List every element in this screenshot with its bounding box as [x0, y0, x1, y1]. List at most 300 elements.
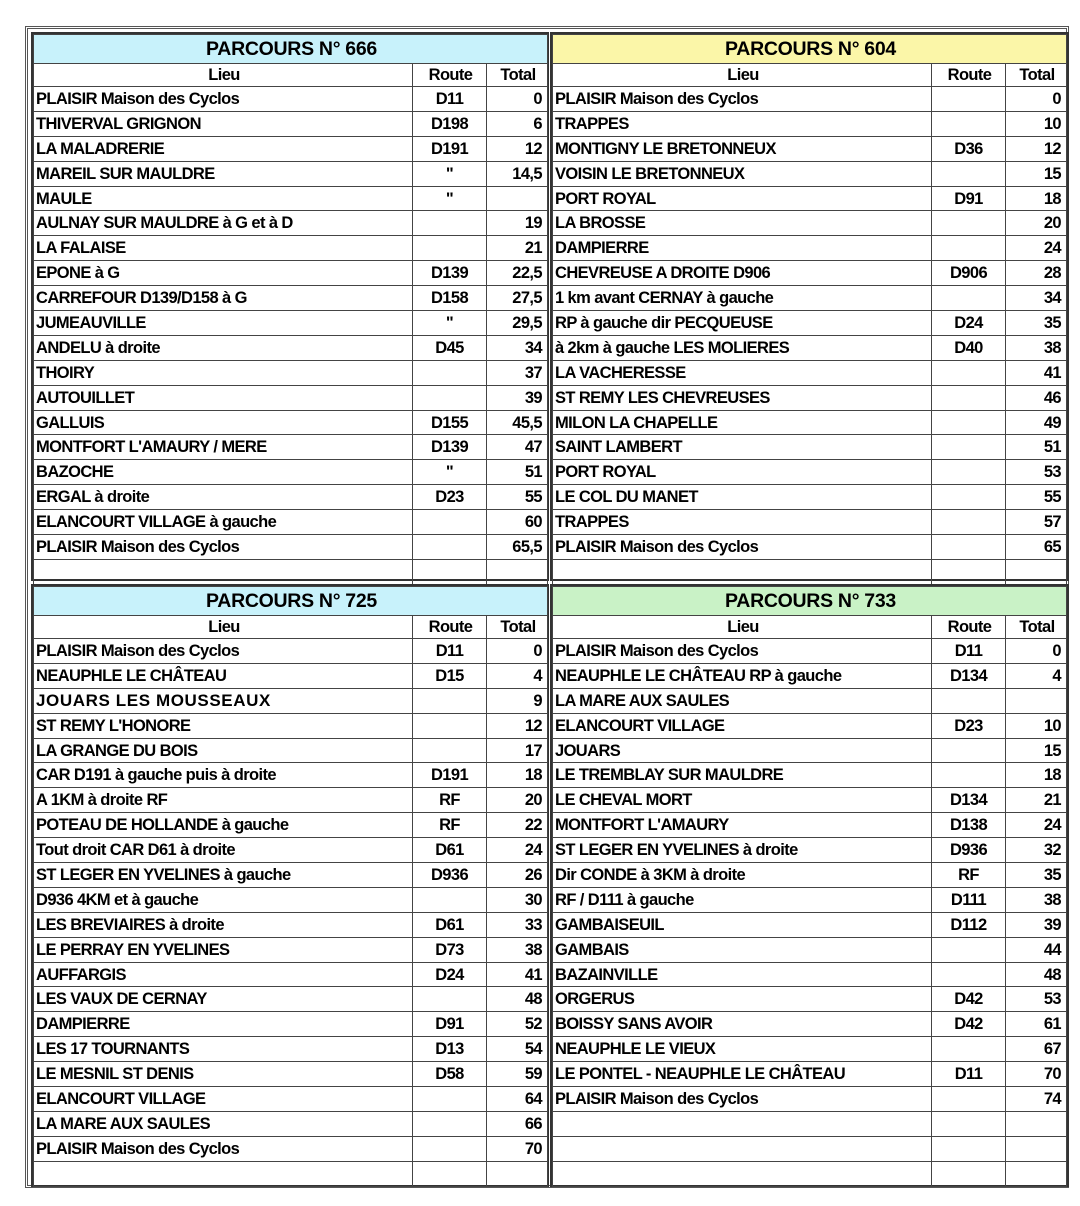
table-row	[553, 435, 1067, 460]
parcours-604-panel	[550, 32, 1069, 581]
total-cell: 22,5	[487, 261, 548, 286]
route-cell: D155	[413, 410, 487, 435]
route-cell: D191	[413, 136, 487, 161]
table-row	[34, 286, 548, 311]
lieu-cell: GALLUIS	[34, 410, 413, 435]
table-row	[553, 813, 1067, 838]
table-row	[553, 161, 1067, 186]
route-cell: D139	[413, 435, 487, 460]
parcours-604-table	[552, 34, 1067, 585]
total-cell: 6	[487, 111, 548, 136]
table-row	[553, 1161, 1067, 1186]
lieu-cell: MAULE	[34, 186, 413, 211]
route-cell	[932, 535, 1006, 560]
route-cell: D15	[413, 663, 487, 688]
lieu-cell: ELANCOURT VILLAGE	[34, 1087, 413, 1112]
table-row	[34, 838, 548, 863]
route-cell: D36	[932, 136, 1006, 161]
table-row	[34, 912, 548, 937]
table-row	[34, 335, 548, 360]
total-cell: 32	[1006, 838, 1067, 863]
route-cell	[932, 87, 1006, 112]
table-row	[553, 236, 1067, 261]
total-cell	[487, 186, 548, 211]
lieu-cell: PLAISIR Maison des Cyclos	[553, 639, 932, 664]
table-row	[34, 186, 548, 211]
route-cell: D24	[413, 962, 487, 987]
total-cell	[1006, 688, 1067, 713]
lieu-cell: MONTFORT L'AMAURY / MERE	[34, 435, 413, 460]
total-header: Total	[1006, 616, 1067, 639]
lieu-cell: LE COL DU MANET	[553, 485, 932, 510]
lieu-cell: AUFFARGIS	[34, 962, 413, 987]
table-row	[553, 987, 1067, 1012]
table-row	[34, 713, 548, 738]
lieu-cell: TRAPPES	[553, 111, 932, 136]
total-cell: 20	[1006, 211, 1067, 236]
lieu-cell: LA VACHERESSE	[553, 360, 932, 385]
route-cell: D23	[932, 713, 1006, 738]
route-header: Route	[932, 64, 1006, 87]
total-cell: 4	[1006, 663, 1067, 688]
total-cell: 10	[1006, 713, 1067, 738]
lieu-cell: CAR D191 à gauche puis à droite	[34, 763, 413, 788]
total-cell: 66	[487, 1111, 548, 1136]
lieu-cell: ST LEGER EN YVELINES à droite	[553, 838, 932, 863]
lieu-cell: ST REMY LES CHEVREUSES	[553, 385, 932, 410]
lieu-cell: RF / D111 à gauche	[553, 887, 932, 912]
route-cell	[932, 410, 1006, 435]
table-row	[34, 1111, 548, 1136]
table-row	[553, 937, 1067, 962]
lieu-cell: LE CHEVAL MORT	[553, 788, 932, 813]
total-cell: 34	[487, 335, 548, 360]
route-cell	[932, 385, 1006, 410]
table-row	[553, 863, 1067, 888]
route-cell	[413, 1136, 487, 1161]
lieu-cell: à 2km à gauche LES MOLIERES	[553, 335, 932, 360]
route-cell: D936	[413, 863, 487, 888]
route-cell: D91	[413, 1012, 487, 1037]
table-row	[34, 460, 548, 485]
route-cell	[932, 1037, 1006, 1062]
lieu-cell	[34, 1161, 413, 1186]
route-cell	[932, 1111, 1006, 1136]
route-cell: "	[413, 311, 487, 336]
table-row	[34, 1161, 548, 1186]
lieu-cell: PORT ROYAL	[553, 186, 932, 211]
route-cell: D906	[932, 261, 1006, 286]
lieu-cell: LE PONTEL - NEAUPHLE LE CHÂTEAU	[553, 1062, 932, 1087]
total-cell: 41	[1006, 360, 1067, 385]
parcours-733-rows	[553, 639, 1067, 1187]
total-cell: 33	[487, 912, 548, 937]
route-cell: D11	[932, 639, 1006, 664]
lieu-cell: Tout droit CAR D61 à droite	[34, 838, 413, 863]
lieu-cell: PLAISIR Maison des Cyclos	[553, 535, 932, 560]
total-cell: 54	[487, 1037, 548, 1062]
lieu-cell	[553, 1161, 932, 1186]
total-cell: 21	[1006, 788, 1067, 813]
total-cell: 67	[1006, 1037, 1067, 1062]
route-cell: D73	[413, 937, 487, 962]
lieu-cell: JUMEAUVILLE	[34, 311, 413, 336]
parcours-666-panel	[31, 32, 549, 581]
parcours-733-title: PARCOURS N° 733	[553, 587, 1067, 616]
total-cell: 39	[487, 385, 548, 410]
lieu-cell: ORGERUS	[553, 987, 932, 1012]
table-row	[553, 460, 1067, 485]
table-row	[34, 136, 548, 161]
lieu-cell: LA MARE AUX SAULES	[34, 1111, 413, 1136]
route-cell: D139	[413, 261, 487, 286]
lieu-cell: D936 4KM et à gauche	[34, 887, 413, 912]
total-cell: 38	[1006, 335, 1067, 360]
parcours-733-panel	[550, 584, 1069, 1187]
route-cell: "	[413, 186, 487, 211]
table-row	[553, 261, 1067, 286]
route-cell: D111	[932, 887, 1006, 912]
table-row	[34, 763, 548, 788]
lieu-cell: LE TREMBLAY SUR MAULDRE	[553, 763, 932, 788]
route-cell	[413, 738, 487, 763]
total-cell: 29,5	[487, 311, 548, 336]
lieu-cell: NEAUPHLE LE VIEUX	[553, 1037, 932, 1062]
table-row	[34, 887, 548, 912]
lieu-cell: MILON LA CHAPELLE	[553, 410, 932, 435]
route-cell	[413, 559, 487, 584]
lieu-cell: GAMBAIS	[553, 937, 932, 962]
route-cell	[932, 962, 1006, 987]
parcours-725-title: PARCOURS N° 725	[34, 587, 548, 616]
route-cell: D11	[413, 87, 487, 112]
table-row	[34, 937, 548, 962]
table-row	[34, 385, 548, 410]
table-row	[553, 1062, 1067, 1087]
lieu-cell: ERGAL à droite	[34, 485, 413, 510]
table-row	[553, 136, 1067, 161]
total-header: Total	[487, 616, 548, 639]
route-cell: D40	[932, 335, 1006, 360]
table-row	[553, 1111, 1067, 1136]
lieu-cell: LES BREVIAIRES à droite	[34, 912, 413, 937]
total-cell: 28	[1006, 261, 1067, 286]
table-row	[553, 559, 1067, 584]
route-cell	[932, 937, 1006, 962]
total-cell: 64	[487, 1087, 548, 1112]
total-cell: 18	[1006, 186, 1067, 211]
route-cell	[413, 385, 487, 410]
lieu-cell: ELANCOURT VILLAGE	[553, 713, 932, 738]
parcours-733-table	[552, 586, 1067, 1187]
table-row	[34, 111, 548, 136]
total-cell: 52	[487, 1012, 548, 1037]
lieu-cell: PLAISIR Maison des Cyclos	[553, 87, 932, 112]
lieu-cell: PLAISIR Maison des Cyclos	[34, 535, 413, 560]
route-cell: D936	[932, 838, 1006, 863]
route-header: Route	[413, 616, 487, 639]
table-row	[553, 912, 1067, 937]
total-cell: 38	[1006, 887, 1067, 912]
parcours-604-title: PARCOURS N° 604	[553, 35, 1067, 64]
lieu-cell: THIVERVAL GRIGNON	[34, 111, 413, 136]
route-cell	[932, 360, 1006, 385]
table-row	[553, 485, 1067, 510]
parcours-725-panel	[31, 584, 549, 1187]
table-row	[34, 236, 548, 261]
total-cell: 17	[487, 738, 548, 763]
table-row	[553, 1087, 1067, 1112]
table-row	[553, 286, 1067, 311]
total-cell: 41	[487, 962, 548, 987]
lieu-cell: PLAISIR Maison des Cyclos	[34, 639, 413, 664]
table-row	[553, 335, 1067, 360]
total-cell: 55	[1006, 485, 1067, 510]
total-cell: 57	[1006, 510, 1067, 535]
total-cell: 45,5	[487, 410, 548, 435]
parcours-666-title: PARCOURS N° 666	[34, 35, 548, 64]
lieu-cell: AUTOUILLET	[34, 385, 413, 410]
table-row	[553, 1012, 1067, 1037]
table-row	[34, 211, 548, 236]
lieu-cell: MONTFORT L'AMAURY	[553, 813, 932, 838]
total-cell: 0	[487, 87, 548, 112]
table-row	[553, 211, 1067, 236]
lieu-cell: BAZOCHE	[34, 460, 413, 485]
total-cell: 24	[1006, 813, 1067, 838]
total-cell	[487, 559, 548, 584]
route-cell: D91	[932, 186, 1006, 211]
route-cell: D13	[413, 1037, 487, 1062]
total-cell: 35	[1006, 311, 1067, 336]
route-cell: RF	[932, 863, 1006, 888]
route-cell	[932, 559, 1006, 584]
total-cell: 18	[487, 763, 548, 788]
lieu-cell: TRAPPES	[553, 510, 932, 535]
lieu-cell: SAINT LAMBERT	[553, 435, 932, 460]
route-cell	[413, 535, 487, 560]
table-row	[34, 510, 548, 535]
route-header: Route	[932, 616, 1006, 639]
route-cell	[932, 460, 1006, 485]
lieu-cell: JOUARS LES MOUSSEAUX	[34, 688, 413, 713]
table-row	[553, 111, 1067, 136]
route-cell: D58	[413, 1062, 487, 1087]
route-cell: D45	[413, 335, 487, 360]
route-cell	[932, 236, 1006, 261]
route-cell	[413, 987, 487, 1012]
table-row	[34, 738, 548, 763]
table-row	[553, 535, 1067, 560]
table-row	[34, 1037, 548, 1062]
route-cell: D191	[413, 763, 487, 788]
route-cell	[413, 1161, 487, 1186]
route-cell	[932, 435, 1006, 460]
total-cell: 53	[1006, 460, 1067, 485]
table-row	[34, 87, 548, 112]
lieu-cell: PLAISIR Maison des Cyclos	[553, 1087, 932, 1112]
total-cell: 38	[487, 937, 548, 962]
total-cell: 12	[487, 136, 548, 161]
total-cell: 18	[1006, 763, 1067, 788]
lieu-header: Lieu	[34, 64, 413, 87]
lieu-cell: LA BROSSE	[553, 211, 932, 236]
route-cell	[932, 1087, 1006, 1112]
route-cell: D11	[932, 1062, 1006, 1087]
table-row	[553, 962, 1067, 987]
total-cell: 22	[487, 813, 548, 838]
lieu-cell: CHEVREUSE A DROITE D906	[553, 261, 932, 286]
parcours-725-rows	[34, 639, 548, 1187]
route-cell	[413, 360, 487, 385]
route-cell	[413, 211, 487, 236]
table-row	[553, 887, 1067, 912]
table-row	[34, 987, 548, 1012]
total-cell: 48	[1006, 962, 1067, 987]
table-row	[553, 763, 1067, 788]
route-cell: D61	[413, 912, 487, 937]
route-cell: D138	[932, 813, 1006, 838]
route-cell	[413, 887, 487, 912]
lieu-cell: LE MESNIL ST DENIS	[34, 1062, 413, 1087]
parcours-666-rows	[34, 87, 548, 585]
total-cell: 26	[487, 863, 548, 888]
table-row	[34, 559, 548, 584]
total-cell: 0	[487, 639, 548, 664]
route-cell	[932, 161, 1006, 186]
table-row	[553, 688, 1067, 713]
table-row	[34, 485, 548, 510]
route-cell	[932, 1161, 1006, 1186]
table-row	[34, 788, 548, 813]
table-row	[34, 1062, 548, 1087]
lieu-cell: PLAISIR Maison des Cyclos	[34, 1136, 413, 1161]
total-cell	[1006, 1136, 1067, 1161]
table-row	[553, 186, 1067, 211]
total-cell: 74	[1006, 1087, 1067, 1112]
total-cell: 61	[1006, 1012, 1067, 1037]
total-cell: 35	[1006, 863, 1067, 888]
route-cell	[932, 111, 1006, 136]
total-cell: 10	[1006, 111, 1067, 136]
lieu-cell: JOUARS	[553, 738, 932, 763]
total-cell: 15	[1006, 161, 1067, 186]
total-cell: 65,5	[487, 535, 548, 560]
lieu-cell: ANDELU à droite	[34, 335, 413, 360]
parcours-725-table	[33, 586, 548, 1187]
lieu-cell	[553, 1136, 932, 1161]
table-row	[34, 161, 548, 186]
total-cell: 55	[487, 485, 548, 510]
total-cell: 24	[487, 838, 548, 863]
route-cell	[413, 1111, 487, 1136]
route-header: Route	[413, 64, 487, 87]
route-cell	[932, 485, 1006, 510]
lieu-cell: CARREFOUR D139/D158 à G	[34, 286, 413, 311]
total-cell: 14,5	[487, 161, 548, 186]
table-row	[553, 713, 1067, 738]
table-row	[553, 410, 1067, 435]
route-cell: D134	[932, 663, 1006, 688]
lieu-cell: LES VAUX DE CERNAY	[34, 987, 413, 1012]
route-cell	[413, 236, 487, 261]
route-cell: RF	[413, 788, 487, 813]
lieu-cell: LE PERRAY EN YVELINES	[34, 937, 413, 962]
table-row	[553, 510, 1067, 535]
route-cell: RF	[413, 813, 487, 838]
table-row	[553, 87, 1067, 112]
table-row	[34, 863, 548, 888]
lieu-header: Lieu	[34, 616, 413, 639]
total-cell: 0	[1006, 87, 1067, 112]
lieu-cell: BAZAINVILLE	[553, 962, 932, 987]
lieu-cell: GAMBAISEUIL	[553, 912, 932, 937]
table-row	[553, 1037, 1067, 1062]
route-cell: D158	[413, 286, 487, 311]
total-cell	[1006, 559, 1067, 584]
lieu-cell: PORT ROYAL	[553, 460, 932, 485]
route-cell	[932, 738, 1006, 763]
route-cell: "	[413, 460, 487, 485]
table-row	[34, 639, 548, 664]
total-cell: 20	[487, 788, 548, 813]
lieu-cell: RP à gauche dir PECQUEUSE	[553, 311, 932, 336]
lieu-cell	[553, 1111, 932, 1136]
route-cell	[932, 1136, 1006, 1161]
total-cell: 30	[487, 887, 548, 912]
total-cell: 53	[1006, 987, 1067, 1012]
route-cell: "	[413, 161, 487, 186]
total-cell: 46	[1006, 385, 1067, 410]
total-cell: 70	[487, 1136, 548, 1161]
total-cell: 47	[487, 435, 548, 460]
parcours-604-rows	[553, 87, 1067, 585]
table-row	[34, 962, 548, 987]
lieu-cell: ST REMY L'HONORE	[34, 713, 413, 738]
lieu-cell	[34, 559, 413, 584]
lieu-cell: LES 17 TOURNANTS	[34, 1037, 413, 1062]
lieu-cell: BOISSY SANS AVOIR	[553, 1012, 932, 1037]
lieu-cell: VOISIN LE BRETONNEUX	[553, 161, 932, 186]
total-cell: 12	[487, 713, 548, 738]
total-cell: 70	[1006, 1062, 1067, 1087]
route-cell: D134	[932, 788, 1006, 813]
route-cell	[932, 211, 1006, 236]
lieu-cell: LA FALAISE	[34, 236, 413, 261]
total-header: Total	[487, 64, 548, 87]
table-row	[34, 535, 548, 560]
total-cell: 0	[1006, 639, 1067, 664]
route-cell: D23	[413, 485, 487, 510]
table-row	[553, 1136, 1067, 1161]
route-cell	[413, 688, 487, 713]
table-row	[34, 663, 548, 688]
lieu-cell: THOIRY	[34, 360, 413, 385]
total-cell: 65	[1006, 535, 1067, 560]
table-row	[34, 813, 548, 838]
lieu-cell: 1 km avant CERNAY à gauche	[553, 286, 932, 311]
table-row	[34, 410, 548, 435]
table-row	[553, 311, 1067, 336]
table-row	[553, 663, 1067, 688]
total-cell: 37	[487, 360, 548, 385]
lieu-cell: LA GRANGE DU BOIS	[34, 738, 413, 763]
total-cell	[1006, 1161, 1067, 1186]
table-row	[34, 435, 548, 460]
route-cell	[413, 510, 487, 535]
table-row	[553, 738, 1067, 763]
total-cell: 49	[1006, 410, 1067, 435]
